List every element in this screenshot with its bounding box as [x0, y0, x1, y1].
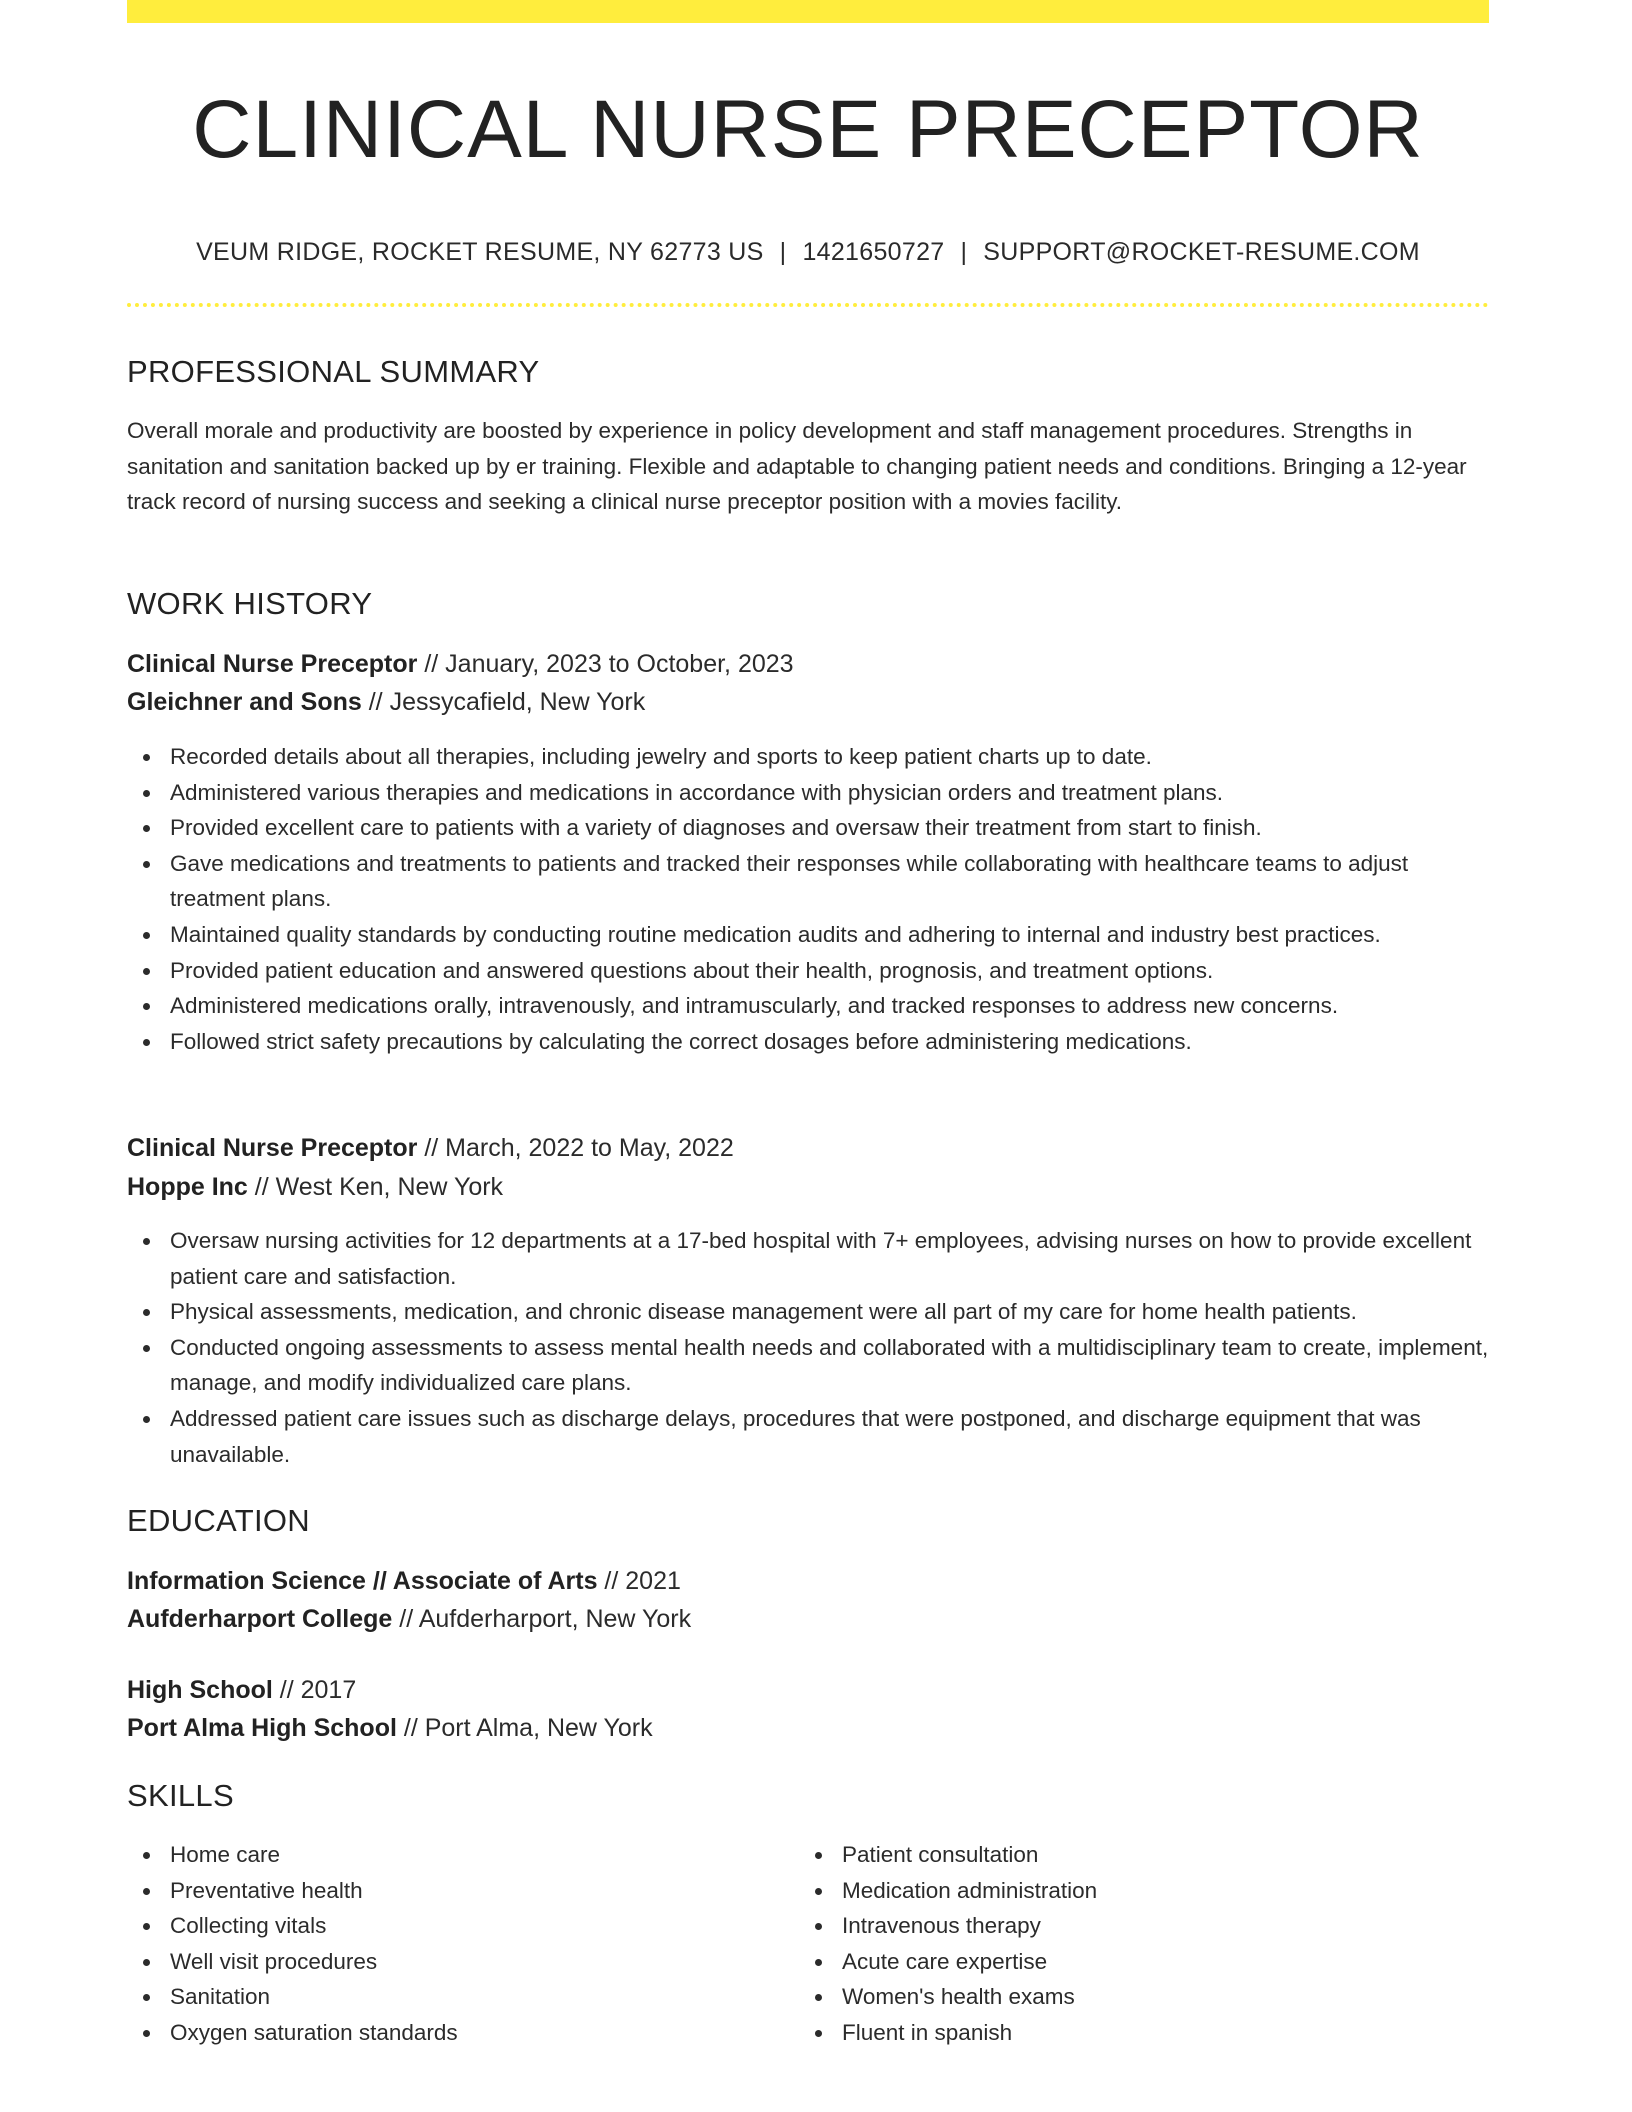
- contact-address: VEUM RIDGE, ROCKET RESUME, NY 62773 US: [196, 238, 764, 266]
- skill-item: Well visit procedures: [170, 1944, 767, 1980]
- skill-item: Acute care expertise: [842, 1944, 1439, 1980]
- education-1-degree-line: [127, 1563, 681, 1599]
- list-item: Conducted ongoing assessments to assess mental health needs and collaborated with a multidisciplinary team to create, implement, manage, and modify individualized care plans.: [170, 1330, 1489, 1401]
- list-item: Provided excellent care to patients with a variety of diagnoses and oversaw their treatment from start to finish.: [170, 810, 1489, 846]
- contact-email: SUPPORT@ROCKET-RESUME.COM: [983, 238, 1420, 266]
- list-item: Administered various therapies and medications in accordance with physician orders and treatment plans.: [170, 775, 1489, 811]
- job-1-title-line: [127, 646, 794, 682]
- job-dates: // March, 2022 to May, 2022: [417, 1134, 734, 1162]
- dotted-divider: [127, 303, 1489, 307]
- education-heading: EDUCATION: [127, 1503, 310, 1538]
- education-year: // 2017: [272, 1676, 357, 1704]
- job-1-company-line: [127, 684, 645, 720]
- list-item: Gave medications and treatments to patients and tracked their responses while collaborating with healthcare teams to adjust treatment plans.: [170, 846, 1489, 917]
- contact-separator: |: [960, 238, 968, 266]
- work-history-heading: WORK HISTORY: [127, 586, 373, 621]
- skills-list-left: [127, 1837, 767, 2051]
- skill-item: Oxygen saturation standards: [170, 2015, 767, 2051]
- list-item: Provided patient education and answered questions about their health, prognosis, and treatment options.: [170, 953, 1489, 989]
- skill-item: Fluent in spanish: [842, 2015, 1439, 2051]
- skill-item: Collecting vitals: [170, 1908, 767, 1944]
- job-2-bullets: [127, 1223, 1489, 1472]
- education-location: // Port Alma, New York: [396, 1714, 653, 1742]
- education-degree: High School: [127, 1676, 273, 1704]
- list-item: Oversaw nursing activities for 12 departments at a 17-bed hospital with 7+ employees, advising nurses on how to provide excellent patient care and satisfaction.: [170, 1223, 1489, 1294]
- list-item: Administered medications orally, intravenously, and intramuscularly, and tracked responses to address new concerns.: [170, 988, 1489, 1024]
- education-2-degree-line: [127, 1672, 356, 1708]
- education-school: Port Alma High School: [127, 1714, 397, 1742]
- list-item: Physical assessments, medication, and chronic disease management were all part of my care for home health patients.: [170, 1294, 1489, 1330]
- job-role: Clinical Nurse Preceptor: [127, 1134, 418, 1162]
- contact-line: [127, 234, 1489, 270]
- accent-top-bar: [127, 0, 1489, 23]
- job-location: // West Ken, New York: [247, 1173, 504, 1201]
- list-item: Maintained quality standards by conducting routine medication audits and adhering to internal and industry best practices.: [170, 917, 1489, 953]
- job-dates: // January, 2023 to October, 2023: [417, 650, 794, 678]
- skill-item: Preventative health: [170, 1873, 767, 1909]
- job-1-bullets: [127, 739, 1489, 1059]
- skill-item: Home care: [170, 1837, 767, 1873]
- education-2-school-line: [127, 1710, 653, 1746]
- skill-item: Intravenous therapy: [842, 1908, 1439, 1944]
- skill-item: Women's health exams: [842, 1979, 1439, 2015]
- list-item: Recorded details about all therapies, including jewelry and sports to keep patient charts up to date.: [170, 739, 1489, 775]
- skills-list-right: [799, 1837, 1439, 2051]
- education-1-school-line: [127, 1601, 691, 1637]
- job-2-title-line: [127, 1130, 734, 1166]
- education-school: Aufderharport College: [127, 1605, 393, 1633]
- education-year: // 2021: [597, 1567, 681, 1595]
- job-role: Clinical Nurse Preceptor: [127, 650, 418, 678]
- skill-item: Patient consultation: [842, 1837, 1439, 1873]
- list-item: Addressed patient care issues such as discharge delays, procedures that were postponed, and discharge equipment that was unavailable.: [170, 1401, 1489, 1472]
- contact-separator: |: [779, 238, 787, 266]
- skill-item: Medication administration: [842, 1873, 1439, 1909]
- job-2-company-line: [127, 1169, 503, 1205]
- summary-text: Overall morale and productivity are boosted by experience in policy development and staff management procedures. Strengths in sanitation and sanitation backed up by er training. Flexible and adaptable to changing patient needs and conditions. Bringing a 12-year track record of nursing success and seeking a clinical nurse preceptor position with a movies facility.: [127, 418, 1467, 515]
- job-company: Hoppe Inc: [127, 1173, 248, 1201]
- job-location: // Jessycafield, New York: [361, 688, 646, 716]
- job-company: Gleichner and Sons: [127, 688, 362, 716]
- skills-heading: SKILLS: [127, 1778, 234, 1813]
- contact-phone: 1421650727: [802, 238, 945, 266]
- list-item: Followed strict safety precautions by calculating the correct dosages before administering medications.: [170, 1024, 1489, 1060]
- skill-item: Sanitation: [170, 1979, 767, 2015]
- resume-title: CLINICAL NURSE PRECEPTOR: [192, 84, 1424, 175]
- education-degree: Information Science // Associate of Arts: [127, 1567, 598, 1595]
- education-location: // Aufderharport, New York: [392, 1605, 692, 1633]
- summary-heading: PROFESSIONAL SUMMARY: [127, 354, 540, 389]
